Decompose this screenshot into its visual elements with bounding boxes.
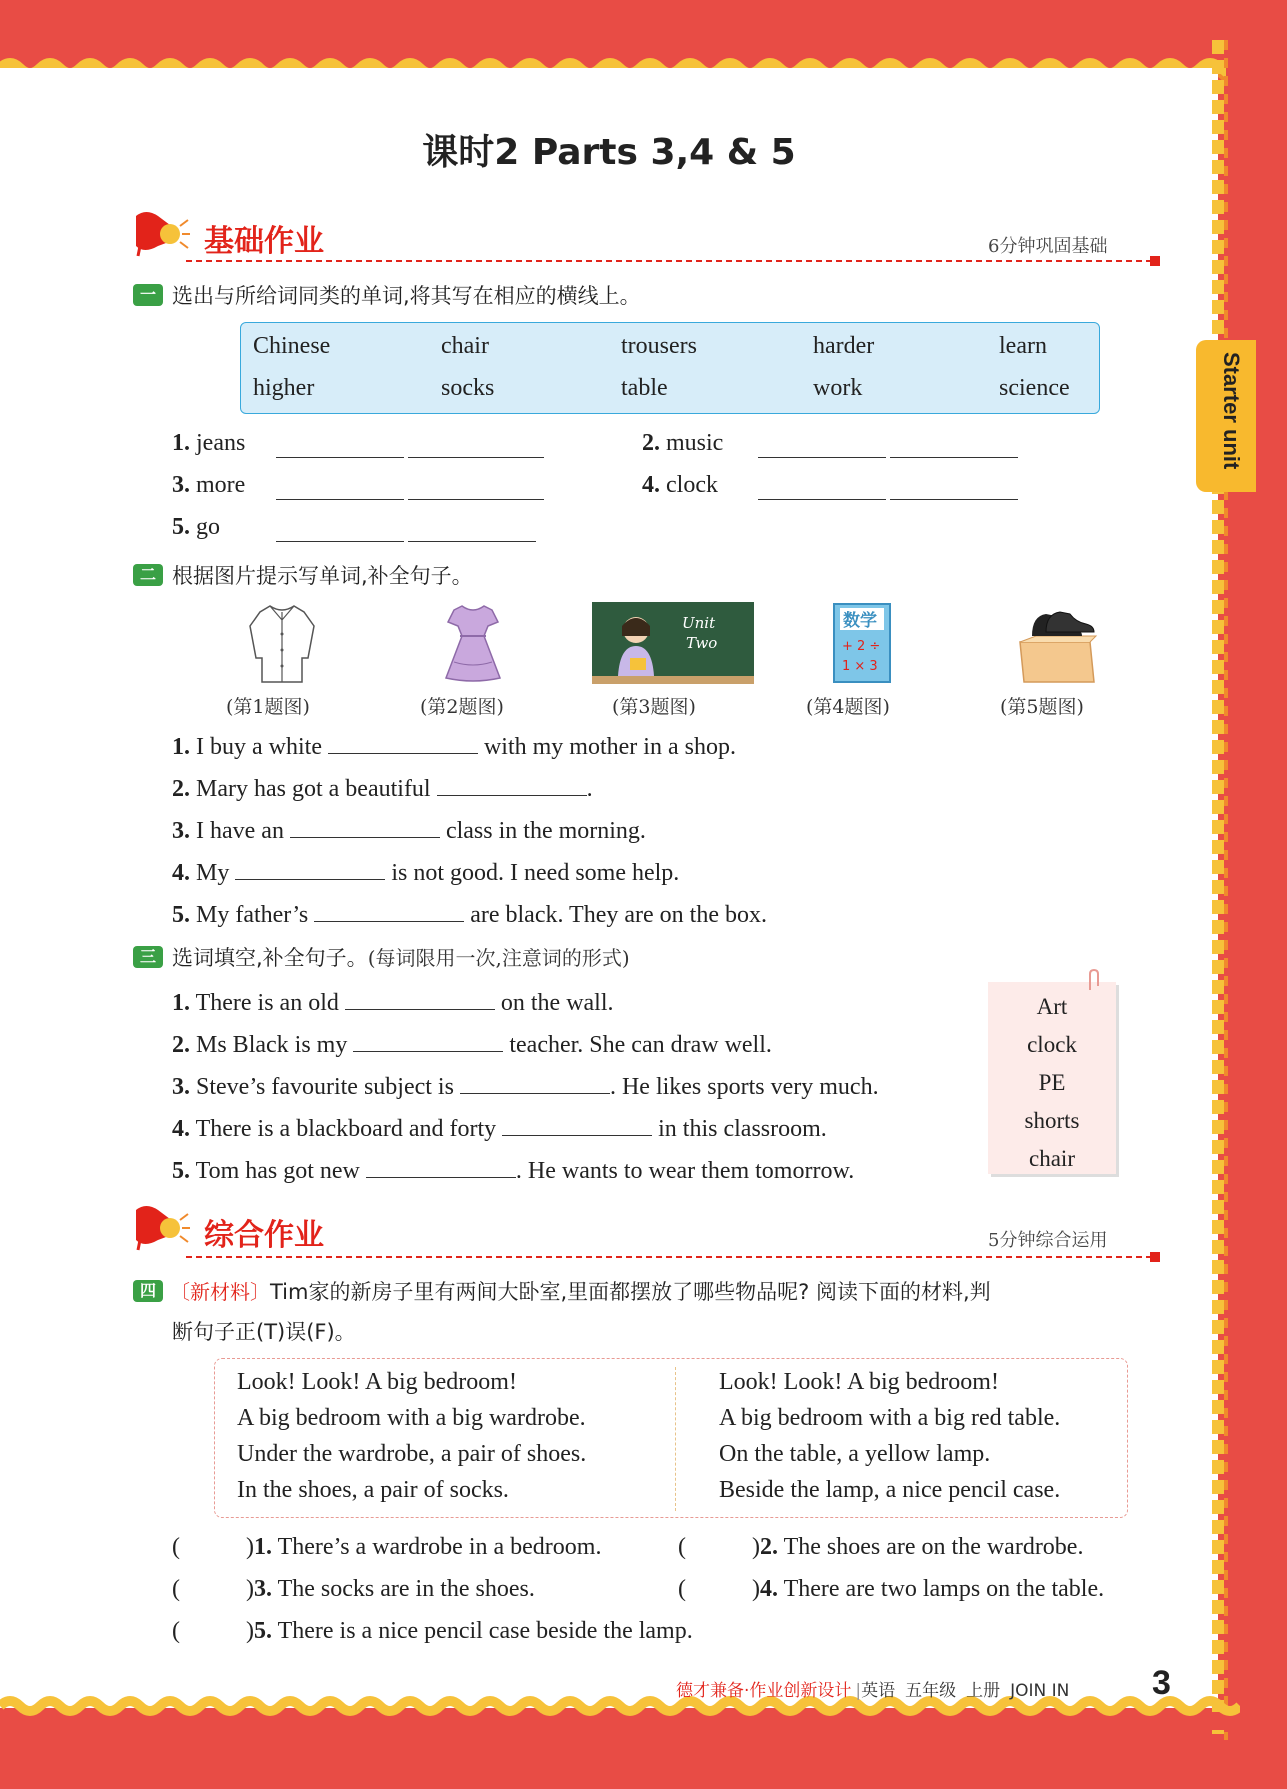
answer-blank[interactable]: [353, 1028, 503, 1052]
picture-caption: (第4题图): [806, 696, 890, 718]
exercise-3-item: 2. Ms Black is my teacher. She can draw well.: [172, 1028, 772, 1059]
exercise-4-item: ( )1. There’s a wardrobe in a bedroom.: [172, 1534, 602, 1560]
side-tab: Starter unit: [1196, 340, 1256, 492]
blackboard-text: Unit: [682, 614, 716, 632]
new-material-tag: 〔新材料〕: [170, 1280, 270, 1304]
book-title: 数学: [843, 611, 877, 631]
word-bank-item: Art: [1036, 994, 1068, 1019]
exercise-3-item: 4. There is a blackboard and forty in this classroom.: [172, 1112, 827, 1143]
trumpet-icon: [130, 1200, 190, 1252]
dress-picture: [440, 602, 506, 684]
exercise-3-instruction: 选词填空,补全句子。(每词限用一次,注意词的形式): [172, 946, 630, 970]
passage-line: On the table, a yellow lamp.: [719, 1441, 991, 1467]
section-subtitle-basic: 6分钟巩固基础: [988, 236, 1108, 257]
exercise-1-instruction: 选出与所给词同类的单词,将其写在相应的横线上。: [172, 284, 641, 308]
blackboard-text: Two: [686, 634, 718, 652]
section-heading-comprehensive: 综合作业: [204, 1218, 324, 1253]
shoes-on-box-picture: [1016, 602, 1098, 684]
exercise-3-item: 1. There is an old on the wall.: [172, 986, 614, 1017]
divider-end: [1150, 1252, 1160, 1262]
section-subtitle-comprehensive: 5分钟综合运用: [988, 1230, 1108, 1251]
answer-blank[interactable]: [408, 434, 544, 458]
answer-blank[interactable]: [502, 1112, 652, 1136]
answer-blank[interactable]: [276, 434, 404, 458]
section-divider: [186, 1256, 1152, 1258]
word-bank-item: science: [999, 375, 1070, 401]
picture-caption: (第2题图): [420, 696, 504, 718]
answer-blank[interactable]: [314, 898, 464, 922]
passage-line: Beside the lamp, a nice pencil case.: [719, 1477, 1061, 1503]
divider-end: [1150, 256, 1160, 266]
picture-caption: (第3题图): [612, 696, 696, 718]
exercise-badge-1: 一: [133, 284, 163, 306]
answer-blank[interactable]: [328, 730, 478, 754]
reading-passage: [214, 1358, 1128, 1518]
word-bank-item: clock: [1027, 1032, 1077, 1057]
exercise-4-instruction: 〔新材料〕Tim家的新房子里有两间大卧室,里面都摆放了哪些物品呢? 阅读下面的材料,判: [170, 1280, 991, 1304]
word-bank-item: PE: [1038, 1070, 1066, 1095]
exercise-badge-2: 二: [133, 564, 163, 586]
passage-line: In the shoes, a pair of socks.: [237, 1477, 509, 1503]
passage-line: Look! Look! A big bedroom!: [237, 1369, 517, 1395]
exercise-4-instruction-cont: 断句子正(T)误(F)。: [172, 1320, 356, 1344]
blackboard-picture: [592, 602, 754, 684]
svg-text:+ 2 ÷: + 2 ÷: [842, 639, 881, 654]
answer-blank[interactable]: [758, 434, 886, 458]
passage-divider: [675, 1367, 676, 1511]
passage-line: Look! Look! A big bedroom!: [719, 1369, 999, 1395]
section-divider: [186, 260, 1152, 262]
answer-blank[interactable]: [345, 986, 495, 1010]
exercise-2-instruction: 根据图片提示写单词,补全句子。: [172, 564, 473, 588]
exercise-4-item: ( )3. The socks are in the shoes.: [172, 1576, 535, 1602]
page-number: 3: [1152, 1664, 1171, 1702]
wavy-border-right: [1204, 40, 1250, 1740]
word-bank-item: table: [621, 375, 668, 401]
answer-blank[interactable]: [366, 1154, 516, 1178]
word-bank-item: Chinese: [253, 333, 331, 359]
footer-brand: 德才兼备·作业创新设计: [676, 1681, 852, 1701]
answer-blank[interactable]: [460, 1070, 610, 1094]
answer-blank[interactable]: [276, 476, 404, 500]
word-bank-item: harder: [813, 333, 875, 359]
exercise-1-item: 2. music: [642, 430, 724, 456]
exercise-1-item: 3. more: [172, 472, 246, 498]
answer-blank[interactable]: [276, 518, 404, 542]
shirt-picture: [246, 602, 318, 684]
answer-blank[interactable]: [890, 434, 1018, 458]
word-bank-item: chair: [1029, 1146, 1075, 1171]
exercise-4-item: ( )5. There is a nice pencil case beside the lamp.: [172, 1618, 693, 1644]
exercise-2-item: 4. My is not good. I need some help.: [172, 856, 679, 887]
exercise-2-item: 1. I buy a white with my mother in a shop.: [172, 730, 736, 761]
answer-blank[interactable]: [408, 518, 536, 542]
word-bank-item: chair: [441, 333, 489, 359]
section-heading-basic: 基础作业: [204, 224, 324, 259]
exercise-3-item: 5. Tom has got new . He wants to wear them tomorrow.: [172, 1154, 854, 1185]
word-bank-item: higher: [253, 375, 315, 401]
answer-blank[interactable]: [290, 814, 440, 838]
passage-line: Under the wardrobe, a pair of shoes.: [237, 1441, 587, 1467]
picture-caption: (第5题图): [1000, 696, 1084, 718]
exercise-2-item: 3. I have an class in the morning.: [172, 814, 646, 845]
exercise-1-item: 5. go: [172, 514, 220, 540]
answer-blank[interactable]: [235, 856, 385, 880]
math-book-picture: [832, 602, 892, 684]
exercise-4-item: ( )2. The shoes are on the wardrobe.: [678, 1534, 1084, 1560]
answer-blank[interactable]: [758, 476, 886, 500]
answer-blank[interactable]: [437, 772, 587, 796]
word-bank-item: trousers: [621, 333, 697, 359]
word-bank-item: work: [813, 375, 863, 401]
paperclip-icon: [1086, 968, 1102, 992]
svg-text:1 × 3: 1 × 3: [842, 659, 878, 674]
word-bank-note: [988, 982, 1116, 1174]
passage-line: A big bedroom with a big wardrobe.: [237, 1405, 586, 1431]
word-bank-item: learn: [999, 333, 1047, 359]
word-bank-item: socks: [441, 375, 495, 401]
trumpet-icon: [130, 206, 190, 258]
exercise-1-item: 4. clock: [642, 472, 718, 498]
exercise-3-item: 3. Steve’s favourite subject is . He likes sports very much.: [172, 1070, 879, 1101]
page-title: 课时2 Parts 3,4 & 5: [422, 132, 796, 173]
exercise-badge-3: 三: [133, 946, 163, 968]
word-box: [240, 322, 1100, 414]
passage-line: A big bedroom with a big red table.: [719, 1405, 1061, 1431]
answer-blank[interactable]: [408, 476, 544, 500]
exercise-badge-4: 四: [133, 1280, 163, 1302]
exercise-2-item: 2. Mary has got a beautiful .: [172, 772, 593, 803]
picture-caption: (第1题图): [226, 696, 310, 718]
answer-blank[interactable]: [890, 476, 1018, 500]
exercise-2-item: 5. My father’s are black. They are on the box.: [172, 898, 767, 929]
exercise-4-item: ( )4. There are two lamps on the table.: [678, 1576, 1105, 1602]
footer: 德才兼备·作业创新设计 |英语 五年级 上册 JOIN IN: [676, 1681, 1070, 1701]
exercise-1-item: 1. jeans: [172, 430, 246, 456]
word-bank-item: shorts: [1024, 1108, 1080, 1133]
